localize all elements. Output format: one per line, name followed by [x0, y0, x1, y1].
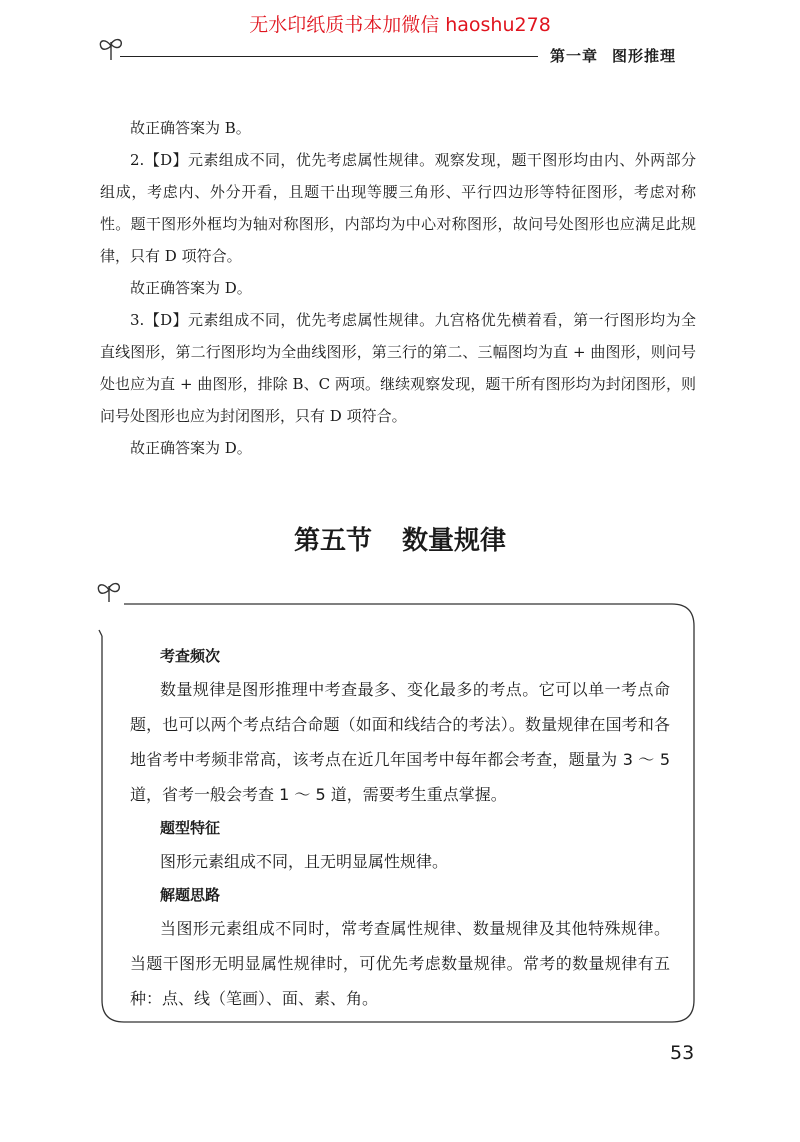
- section-title: 数量规律: [402, 526, 507, 556]
- box-paragraph: 数量规律是图形推理中考查最多、变化最多的考点。它可以单一考点命题，也可以两个考点结合命题（如面和线结合的考法）。数量规律在国考和各地省考中考频非常高，该考点在近几年国考中每年都会考查，题量为 3 ～ 5 道，省考一般会考查 1 ～ 5 道，需要考生重点掌握。: [130, 680, 670, 804]
- sprig-icon: [96, 34, 126, 62]
- running-header: [550, 45, 676, 66]
- info-box: [130, 640, 670, 1016]
- answer-explanation: 3.【D】元素组成不同，优先考虑属性规律。九宫格优先横着看，第一行图形均为全直线图形，第二行图形均为全曲线图形，第三行的第二、三幅图均为直 + 曲图形，则问号处也应为直 + 曲图形，排除 B、C 两项。继续观察发现，题干所有图形均为封闭图形，则问号处图形也应为封闭图形，只有 D 项符合。: [100, 311, 696, 425]
- answer-line: 故正确答案为 D。: [130, 279, 252, 297]
- section-number: 第五节: [293, 526, 372, 556]
- box-heading-approach: 解题思路: [160, 886, 221, 904]
- header-divider: [120, 56, 538, 57]
- box-heading-features: 题型特征: [160, 819, 221, 837]
- answer-explanation: 2.【D】元素组成不同，优先考虑属性规律。观察发现，题干图形均由内、外两部分组成，考虑内、外分开看，且题干出现等腰三角形、平行四边形等特征图形，考虑对称性。题干图形外框均为轴对称图形，内部均为中心对称图形，故问号处图形也应满足此规律，只有 D 项符合。: [100, 151, 696, 265]
- page-number: 53: [670, 1042, 695, 1064]
- answer-explanations: [100, 112, 696, 464]
- box-paragraph: 图形元素组成不同，且无明显属性规律。: [160, 852, 449, 871]
- box-heading-frequency: 考查频次: [160, 647, 221, 665]
- section-heading: [0, 520, 800, 557]
- watermark-text: 无水印纸质书本加微信 haoshu278: [249, 14, 551, 36]
- answer-line: 故正确答案为 D。: [130, 439, 252, 457]
- box-paragraph: 当图形元素组成不同时，常考查属性规律、数量规律及其他特殊规律。当题干图形无明显属性规律时，可优先考虑数量规律。常考的数量规律有五种：点、线（笔画）、面、素、角。: [130, 919, 670, 1008]
- chapter-number: 第一章: [550, 47, 599, 65]
- answer-line: 故正确答案为 B。: [130, 119, 251, 137]
- chapter-title: 图形推理: [612, 47, 677, 65]
